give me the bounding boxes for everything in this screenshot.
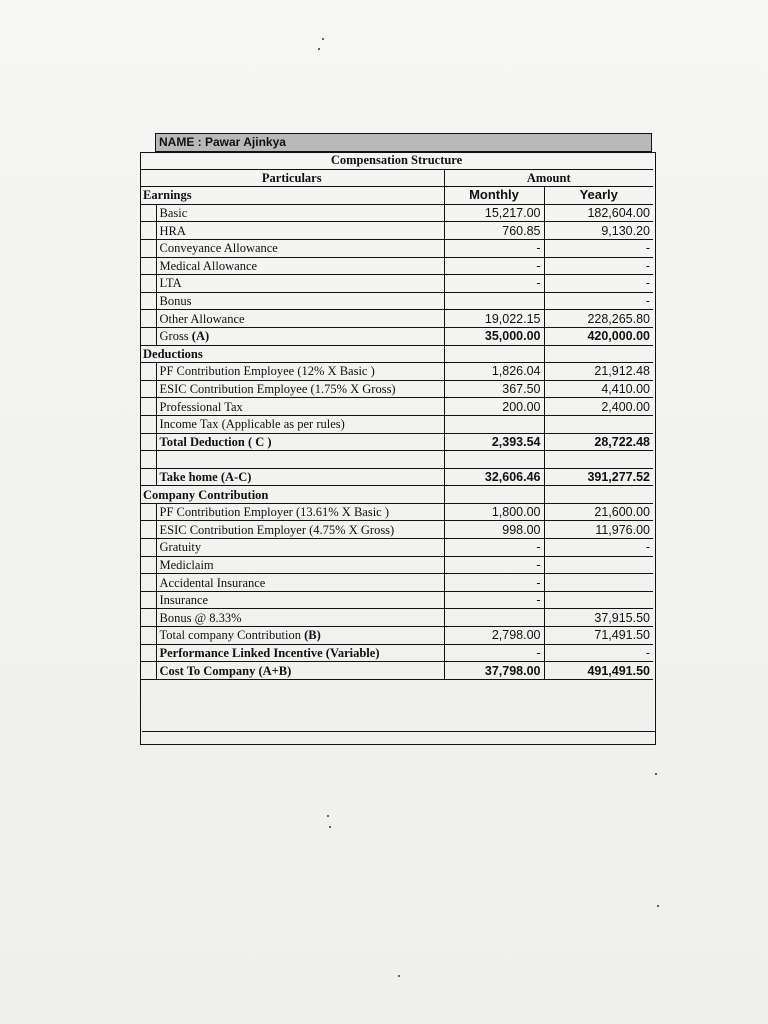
table-row bbox=[140, 574, 653, 592]
row-monthly: 15,217.00 bbox=[444, 204, 544, 222]
row-yearly: 228,265.80 bbox=[544, 310, 653, 328]
row-label: PF Contribution Employer (13.61% X Basic ) bbox=[156, 503, 444, 521]
row-yearly bbox=[544, 574, 653, 592]
section-row-deductions bbox=[140, 345, 653, 363]
table-row bbox=[140, 380, 653, 398]
row-monthly: 998.00 bbox=[444, 521, 544, 539]
row-label: Income Tax (Applicable as per rules) bbox=[156, 415, 444, 433]
row-label: Insurance bbox=[156, 591, 444, 609]
total-company-text: Total company Contribution bbox=[159, 628, 305, 643]
section-company-contribution: Company Contribution bbox=[140, 486, 444, 504]
row-yearly: 2,400.00 bbox=[544, 398, 653, 416]
row-monthly: - bbox=[444, 257, 544, 275]
compensation-table bbox=[140, 152, 653, 680]
row-yearly: 21,600.00 bbox=[544, 503, 653, 521]
monthly-header: Monthly bbox=[444, 187, 544, 205]
scan-speck bbox=[318, 48, 320, 50]
row-label: Accidental Insurance bbox=[156, 574, 444, 592]
table-row bbox=[140, 310, 653, 328]
row-label: Bonus @ 8.33% bbox=[156, 609, 444, 627]
scan-speck bbox=[657, 905, 659, 907]
scan-speck bbox=[398, 975, 400, 977]
yearly-header: Yearly bbox=[544, 187, 653, 205]
row-monthly: - bbox=[444, 275, 544, 293]
ctc-label: Cost To Company (A+B) bbox=[156, 662, 444, 680]
gross-monthly: 35,000.00 bbox=[444, 327, 544, 345]
total-company-yearly: 71,491.50 bbox=[544, 627, 653, 645]
table-row bbox=[140, 239, 653, 257]
table-row bbox=[140, 222, 653, 240]
gross-tag: (A) bbox=[191, 329, 210, 344]
row-label: Mediclaim bbox=[156, 556, 444, 574]
row-monthly: 1,826.04 bbox=[444, 363, 544, 381]
row-monthly: 760.85 bbox=[444, 222, 544, 240]
gross-text: Gross bbox=[159, 329, 192, 344]
row-yearly bbox=[544, 415, 653, 433]
pli-label: Performance Linked Incentive (Variable) bbox=[156, 644, 444, 662]
row-label: PF Contribution Employee (12% X Basic ) bbox=[156, 363, 444, 381]
table-title: Compensation Structure bbox=[140, 152, 653, 169]
section-row-company bbox=[140, 486, 653, 504]
section-deductions: Deductions bbox=[140, 345, 444, 363]
row-monthly: - bbox=[444, 239, 544, 257]
row-monthly bbox=[444, 609, 544, 627]
table-row bbox=[140, 204, 653, 222]
total-company-monthly: 2,798.00 bbox=[444, 627, 544, 645]
table-row bbox=[140, 539, 653, 557]
row-monthly bbox=[444, 415, 544, 433]
section-earnings: Earnings bbox=[140, 187, 444, 205]
row-monthly: - bbox=[444, 539, 544, 557]
gross-yearly: 420,000.00 bbox=[544, 327, 653, 345]
row-monthly: 200.00 bbox=[444, 398, 544, 416]
total-deduction-label: Total Deduction ( C ) bbox=[156, 433, 444, 451]
row-yearly bbox=[544, 591, 653, 609]
row-monthly: 367.50 bbox=[444, 380, 544, 398]
row-yearly: 4,410.00 bbox=[544, 380, 653, 398]
table-row bbox=[140, 275, 653, 293]
ctc-yearly: 491,491.50 bbox=[544, 662, 653, 680]
row-label: Other Allowance bbox=[156, 310, 444, 328]
pli-row bbox=[140, 644, 653, 662]
table-row bbox=[140, 398, 653, 416]
row-label: ESIC Contribution Employer (4.75% X Gross) bbox=[156, 521, 444, 539]
row-yearly: - bbox=[544, 539, 653, 557]
row-yearly: 37,915.50 bbox=[544, 609, 653, 627]
footer-divider bbox=[142, 731, 656, 732]
scan-speck bbox=[322, 38, 324, 40]
employee-name-bar: NAME : Pawar Ajinkya bbox=[155, 133, 652, 152]
scan-speck bbox=[329, 826, 331, 828]
row-label: Medical Allowance bbox=[156, 257, 444, 275]
table-row bbox=[140, 292, 653, 310]
table-row bbox=[140, 363, 653, 381]
row-label: ESIC Contribution Employee (1.75% X Gross) bbox=[156, 380, 444, 398]
row-yearly: 9,130.20 bbox=[544, 222, 653, 240]
table-row bbox=[140, 503, 653, 521]
total-deduction-yearly: 28,722.48 bbox=[544, 433, 653, 451]
take-home-yearly: 391,277.52 bbox=[544, 468, 653, 486]
row-monthly: - bbox=[444, 556, 544, 574]
total-company-label bbox=[156, 627, 444, 645]
row-yearly: 182,604.00 bbox=[544, 204, 653, 222]
row-label: Conveyance Allowance bbox=[156, 239, 444, 257]
section-row-earnings bbox=[140, 187, 653, 205]
row-label: Basic bbox=[156, 204, 444, 222]
take-home-monthly: 32,606.46 bbox=[444, 468, 544, 486]
table-row bbox=[140, 521, 653, 539]
table-row bbox=[140, 609, 653, 627]
table-row bbox=[140, 556, 653, 574]
amount-header: Amount bbox=[444, 169, 653, 187]
particulars-header: Particulars bbox=[140, 169, 444, 187]
ctc-monthly: 37,798.00 bbox=[444, 662, 544, 680]
row-yearly: - bbox=[544, 292, 653, 310]
pli-yearly: - bbox=[544, 644, 653, 662]
gross-row bbox=[140, 327, 653, 345]
row-label: Professional Tax bbox=[156, 398, 444, 416]
row-label: LTA bbox=[156, 275, 444, 293]
row-monthly: - bbox=[444, 591, 544, 609]
row-label: Bonus bbox=[156, 292, 444, 310]
table-row bbox=[140, 415, 653, 433]
table-row bbox=[140, 257, 653, 275]
take-home-row bbox=[140, 468, 653, 486]
pli-monthly: - bbox=[444, 644, 544, 662]
row-monthly: 1,800.00 bbox=[444, 503, 544, 521]
table-title-row bbox=[140, 152, 653, 169]
take-home-label: Take home (A-C) bbox=[156, 468, 444, 486]
row-monthly: 19,022.15 bbox=[444, 310, 544, 328]
row-monthly bbox=[444, 292, 544, 310]
row-yearly: - bbox=[544, 257, 653, 275]
gross-label bbox=[156, 327, 444, 345]
row-label: Gratuity bbox=[156, 539, 444, 557]
scan-speck bbox=[327, 815, 329, 817]
row-yearly bbox=[544, 556, 653, 574]
row-yearly: - bbox=[544, 239, 653, 257]
row-monthly: - bbox=[444, 574, 544, 592]
table-row bbox=[140, 591, 653, 609]
header-row bbox=[140, 169, 653, 187]
row-yearly: 11,976.00 bbox=[544, 521, 653, 539]
row-yearly: - bbox=[544, 275, 653, 293]
total-company-row bbox=[140, 627, 653, 645]
total-deduction-monthly: 2,393.54 bbox=[444, 433, 544, 451]
scan-speck bbox=[655, 773, 657, 775]
spacer-row bbox=[140, 451, 653, 469]
ctc-row bbox=[140, 662, 653, 680]
total-company-tag: (B) bbox=[304, 628, 321, 643]
row-yearly: 21,912.48 bbox=[544, 363, 653, 381]
row-label: HRA bbox=[156, 222, 444, 240]
total-deduction-row bbox=[140, 433, 653, 451]
